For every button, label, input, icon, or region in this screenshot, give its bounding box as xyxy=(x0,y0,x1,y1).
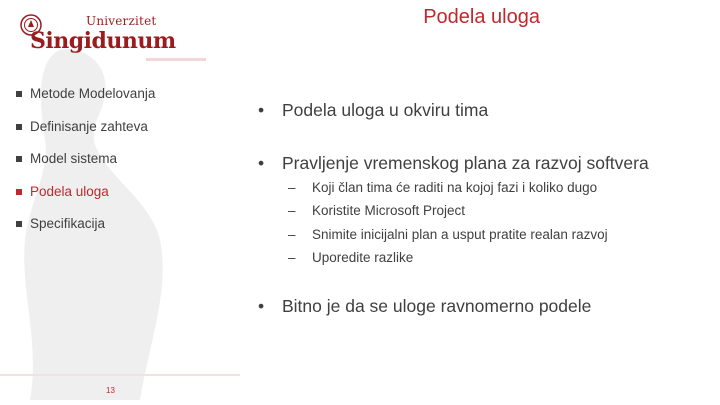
nav-item-definisanje-zahteva[interactable] xyxy=(16,117,236,150)
bullet-dot-icon: • xyxy=(258,153,265,173)
slide-content xyxy=(258,0,698,405)
nav-bullet-icon xyxy=(16,156,22,162)
bullet-item xyxy=(258,296,591,317)
sub-bullet-text: Snimite inicijalni plan a usput pratite realan razvoj xyxy=(312,227,608,242)
logo-name: Singidunum xyxy=(30,28,176,54)
bullet-text: Bitno je da se uloge ravnomerno podele xyxy=(282,296,592,316)
bullet-item xyxy=(258,100,488,121)
sub-bullet-item xyxy=(288,203,465,218)
logo-top-text: Univerzitet xyxy=(86,14,157,28)
sub-bullet-text: Koristite Microsoft Project xyxy=(312,203,466,218)
slide-title: Podela uloga xyxy=(423,6,540,28)
dash-icon: – xyxy=(288,180,296,195)
nav-item-podela-uloga[interactable] xyxy=(16,182,236,215)
bullet-dot-icon: • xyxy=(258,100,265,120)
nav-bullet-icon xyxy=(16,91,22,97)
bullet-text: Pravljenje vremenskog plana za razvoj softvera xyxy=(282,153,649,173)
nav-bullet-icon xyxy=(16,189,22,195)
nav-item-model-sistema[interactable] xyxy=(16,149,236,182)
sub-bullet-item xyxy=(288,250,413,265)
nav-item-specifikacija[interactable] xyxy=(16,214,236,247)
nav-bullet-icon xyxy=(16,124,22,130)
bullet-item xyxy=(258,153,649,174)
sub-bullet-item xyxy=(288,227,608,242)
dash-icon: – xyxy=(288,203,296,218)
footer-divider xyxy=(0,374,240,376)
nav-item-label: Metode Modelovanja xyxy=(30,86,156,101)
nav-item-label: Specifikacija xyxy=(30,216,106,231)
sub-bullet-text: Koji član tima će raditi na kojoj fazi i koliko dugo xyxy=(312,180,598,195)
nav-bullet-icon xyxy=(16,221,22,227)
nav-item-label: Definisanje zahteva xyxy=(30,118,148,134)
sub-bullet-text: Uporedite razlike xyxy=(312,250,414,265)
page-number: 13 xyxy=(106,386,115,395)
nav-item-metode-modelovanja[interactable] xyxy=(16,84,236,117)
nav-item-label: Podela uloga xyxy=(30,183,109,199)
university-logo xyxy=(16,14,196,54)
sub-bullet-item xyxy=(288,180,597,195)
logo-underline xyxy=(146,58,206,61)
dash-icon: – xyxy=(288,250,296,265)
section-nav xyxy=(16,84,236,247)
bullet-text: Podela uloga u okviru tima xyxy=(282,100,489,120)
dash-icon: – xyxy=(288,227,296,242)
bullet-dot-icon: • xyxy=(258,296,265,316)
nav-item-label: Model sistema xyxy=(30,151,118,166)
